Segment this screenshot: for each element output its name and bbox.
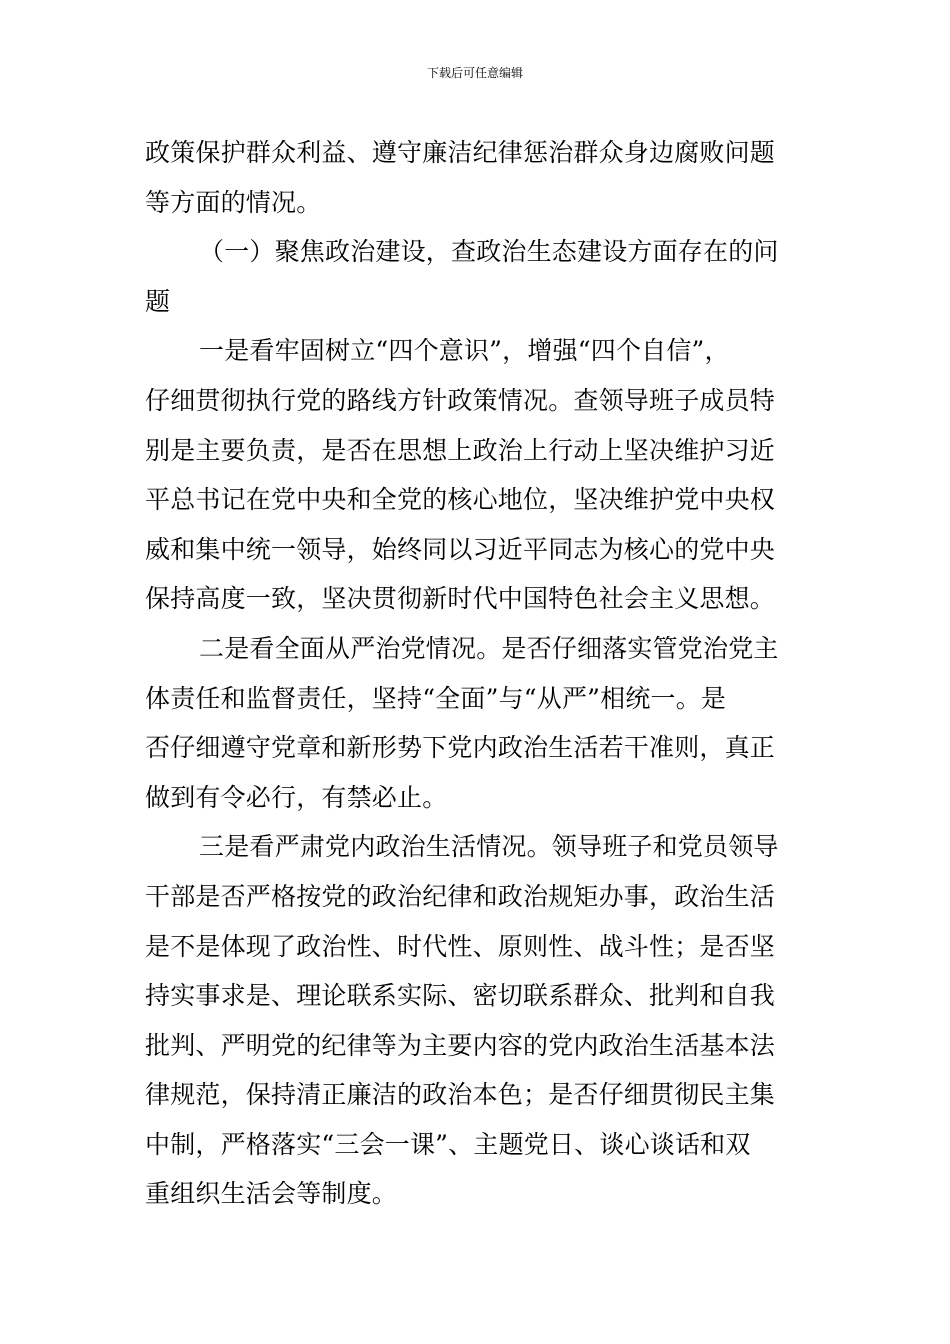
text-line: 律规范，保持清正廉洁的政治本色；是否仔细贯彻民主集 [145, 1080, 776, 1110]
text-line: 政策保护群众利益、遵守廉洁纪律惩治群众身边腐败问题 [145, 138, 776, 167]
page-header-note: 下载后可任意编辑 [426, 66, 523, 80]
text-line: 平总书记在党中央和全党的核心地位，坚决维护党中央权 [145, 485, 776, 515]
document-body [145, 128, 807, 1219]
text-line: 持实事求是、理论联系实际、密切联系群众、批判和自我 [145, 981, 776, 1011]
text-line: 批判、严明党的纪律等为主要内容的党内政治生活基本法 [145, 1030, 776, 1060]
text-line: 是不是体现了政治性、时代性、原则性、战斗性；是否坚 [145, 931, 776, 961]
paragraph-first-line: 一是看牢固树立“四个意识”，增强“四个自信”， [199, 336, 730, 366]
text-line: 干部是否严格按党的政治纪律和政治规矩办事，政治生活 [145, 881, 776, 911]
text-line: 等方面的情况。 [145, 187, 322, 217]
text-line: 仔细贯彻执行党的路线方针政策情况。查领导班子成员特 [145, 385, 776, 415]
text-line: 重组织生活会等制度。 [145, 1179, 398, 1209]
text-line: 否仔细遵守党章和新形势下党内政治生活若干准则，真正 [145, 733, 776, 763]
text-line: 威和集中统一领导，始终同以习近平同志为核心的党中央 [145, 534, 776, 564]
text-line: 中制，严格落实“三会一课”、主题党日、谈心谈话和双 [145, 1129, 751, 1159]
paragraph-first-line: 三是看严肃党内政治生活情况。领导班子和党员领导 [199, 832, 779, 862]
text-line: 保持高度一致，坚决贯彻新时代中国特色社会主义思想。 [145, 584, 776, 614]
text-line: 体责任和监督责任，坚持“全面”与“从严”相统一。是 [145, 683, 727, 713]
text-line: 别是主要负责，是否在思想上政治上行动上坚决维护习近 [145, 435, 776, 465]
section-heading-continued: 题 [145, 286, 171, 316]
text-line: 做到有令必行，有禁必止。 [145, 782, 448, 812]
paragraph-first-line: 二是看全面从严治党情况。是否仔细落实管党治党主 [199, 633, 779, 663]
section-heading: （一）聚焦政治建设，查政治生态建设方面存在的问 [199, 237, 779, 267]
